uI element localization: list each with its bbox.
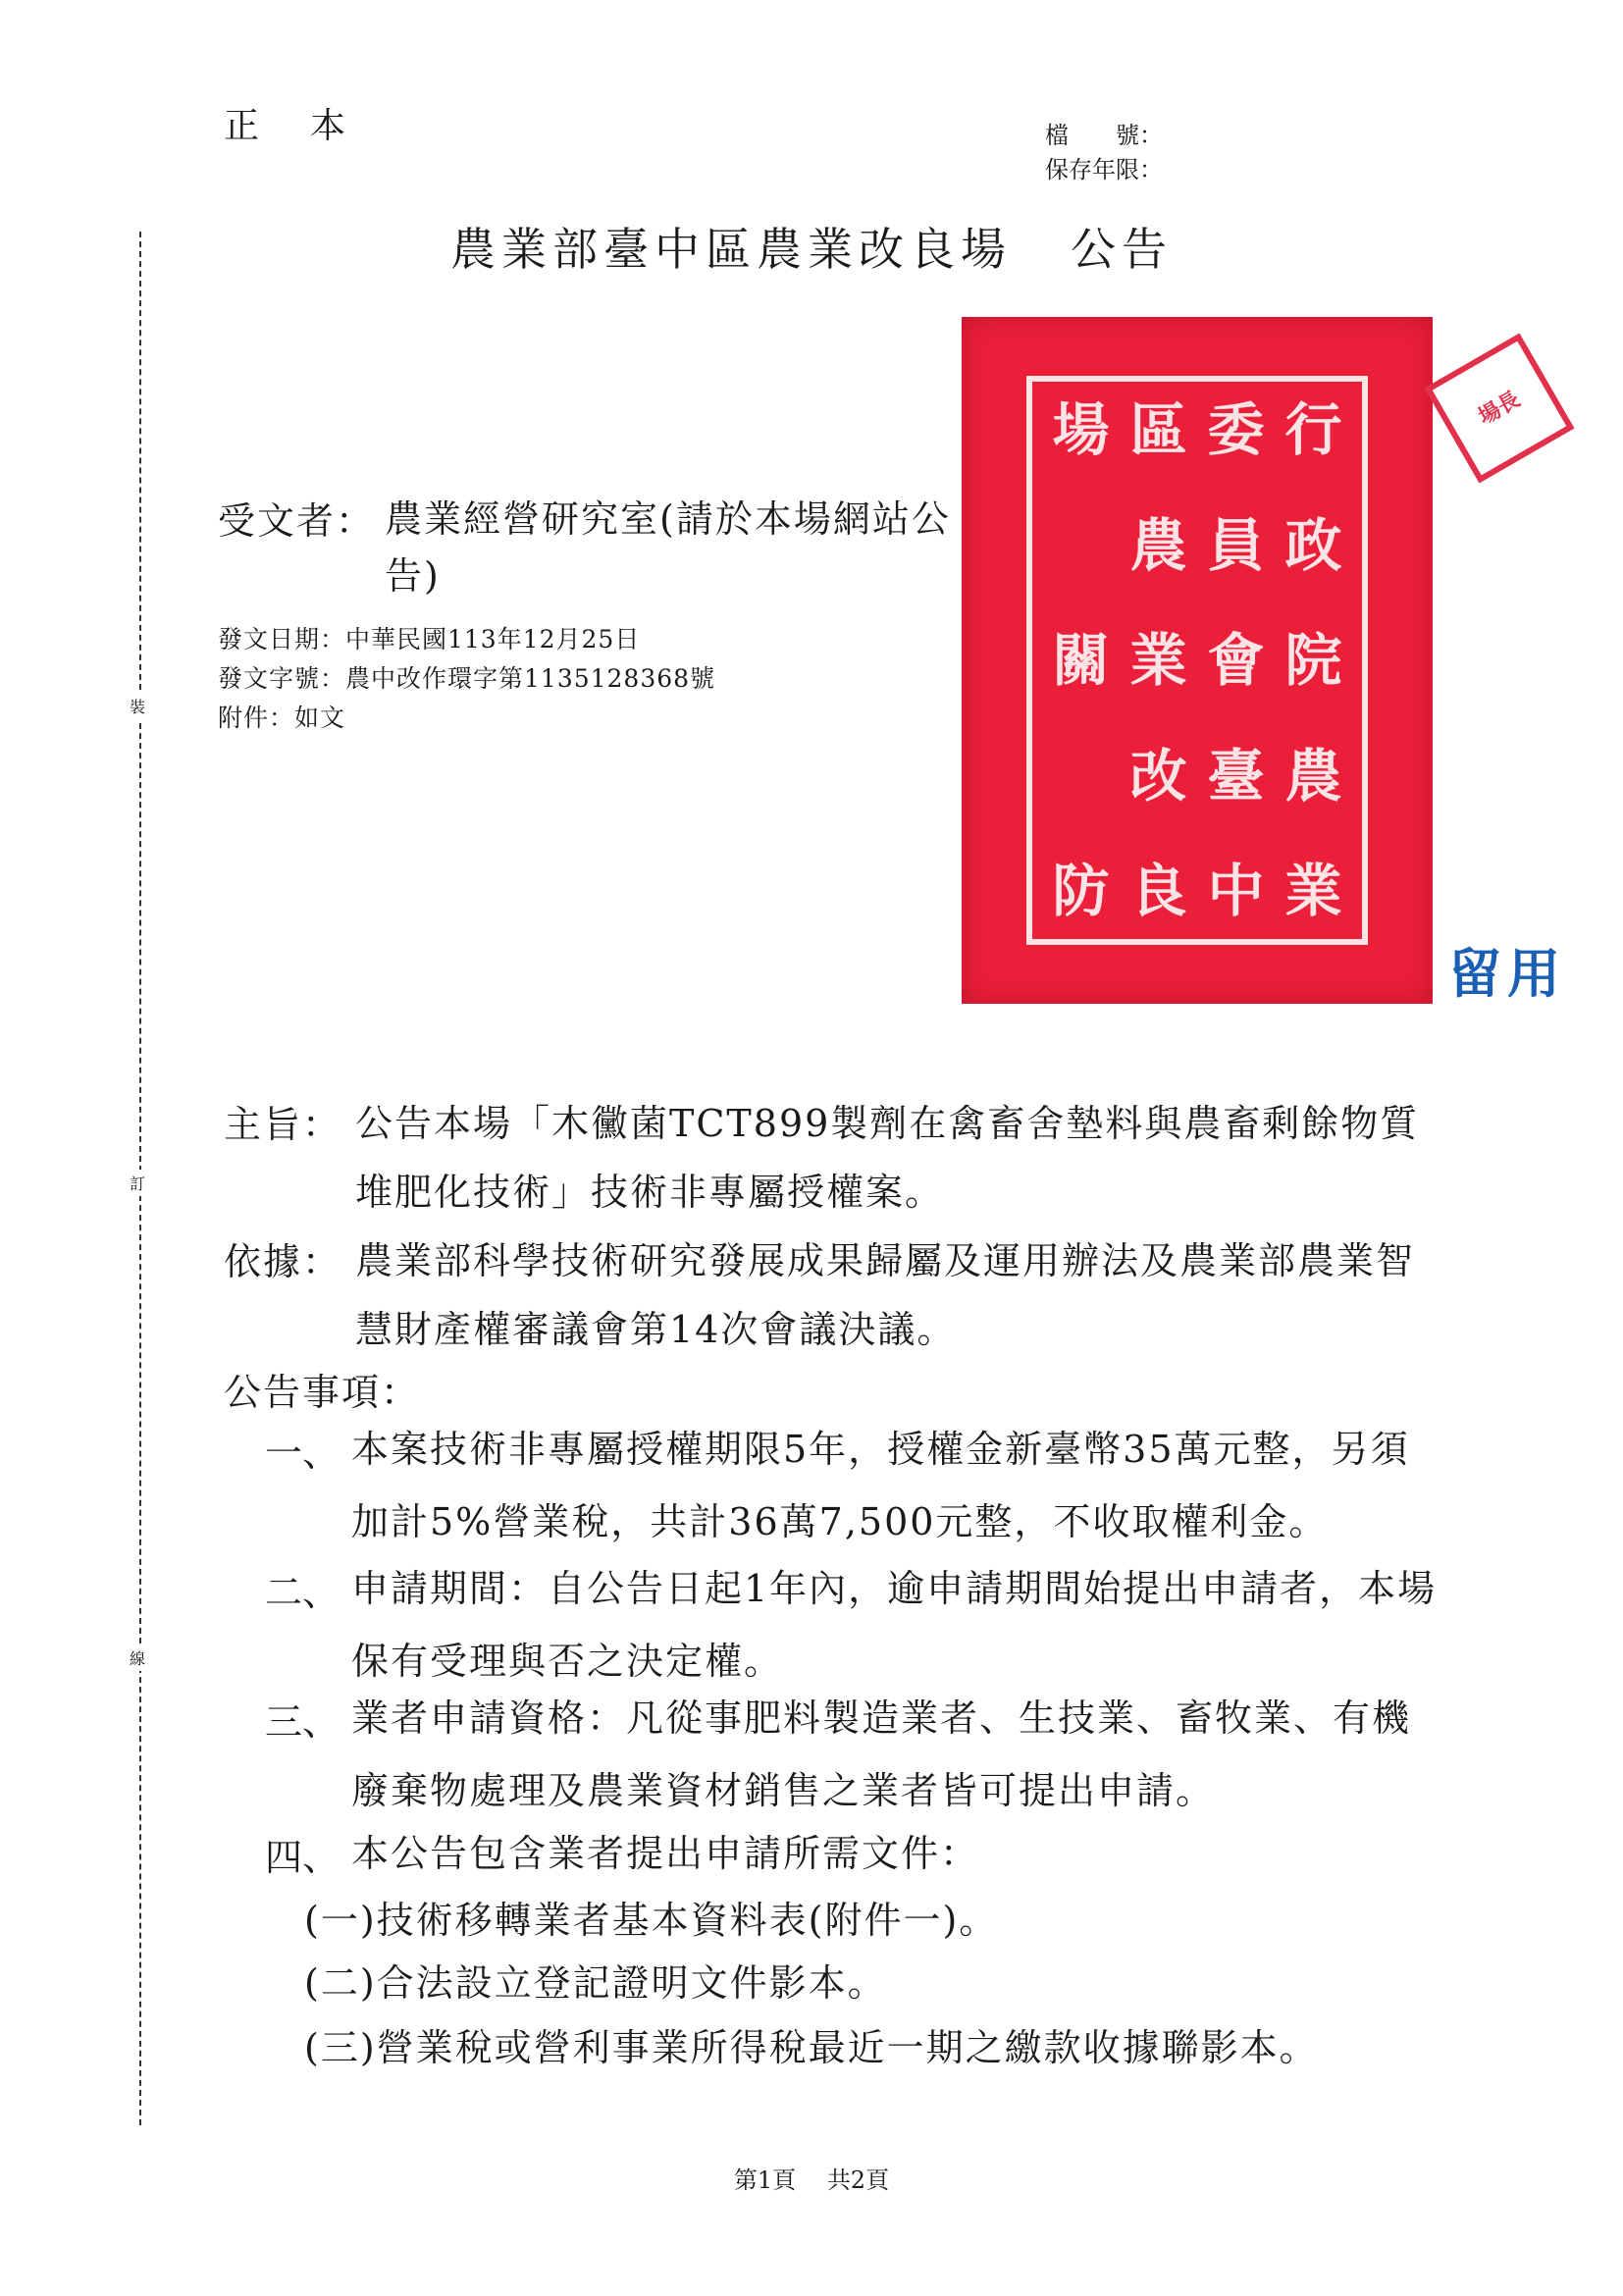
recipient-value: 農業經營研究室(請於本場網站公告): [385, 497, 951, 598]
copy-mark: 正本: [224, 106, 397, 146]
seal-char: 改: [1129, 742, 1187, 809]
seal-char: 中: [1207, 858, 1265, 924]
item-3-text: 業者申請資格：凡從事肥料製造業者、生技業、畜牧業、有機廢棄物處理及農業資材銷售之業者皆可提出申請。: [351, 1696, 1412, 1812]
binding-mark-ding: 訂: [130, 1170, 145, 1196]
subject-label: 主旨：: [224, 1103, 342, 1146]
announcement-items-title: 公告事項：: [224, 1371, 421, 1414]
official-seal: [962, 317, 1433, 1004]
seal-char: 區: [1129, 396, 1187, 463]
seal-char: 院: [1284, 627, 1342, 694]
seal-char: 業: [1284, 858, 1342, 924]
seal-char: 防: [1052, 858, 1110, 924]
item-2-text: 申請期間：自公告日起1年內，逾申請期間始提出申請者，本場保有受理與否之決定權。: [351, 1567, 1438, 1683]
issue-date: 發文日期：中華民國113年12月25日: [218, 625, 641, 653]
director-stamp: 場長: [1425, 334, 1575, 484]
basis-text: 農業部科學技術研究發展成果歸屬及運用辦法及農業部農業智慧財產權審議會第14次會議決議。: [355, 1239, 1416, 1351]
item-4-number: 四、: [265, 1836, 340, 1879]
title-org: 農業部臺中區農業改良場: [450, 223, 1012, 276]
item-1-number: 一、: [265, 1432, 340, 1475]
page-total: 共2頁: [826, 2166, 890, 2194]
file-number-label: 檔 號：: [1045, 122, 1163, 149]
seal-char: 場: [1052, 396, 1110, 463]
seal-char: 委: [1207, 396, 1265, 463]
retention-label: 保存年限：: [1045, 156, 1163, 183]
title-doc-type: 公告: [1071, 223, 1173, 276]
seal-column-1: [1284, 396, 1342, 924]
seal-char: 農: [1129, 511, 1187, 579]
seal-char: 行: [1284, 396, 1342, 463]
required-document-3: (三)營業稅或營利事業所得稅最近一期之繳款收據聯影本。: [304, 2026, 1319, 2069]
seal-text-frame: [1026, 376, 1368, 945]
seal-char: 會: [1207, 627, 1265, 694]
item-2-number: 二、: [265, 1571, 340, 1614]
basis-label: 依據：: [224, 1240, 342, 1283]
required-document-1: (一)技術移轉業者基本資料表(附件一)。: [304, 1899, 999, 1942]
binding-mark-zhuang: 裝: [130, 693, 145, 719]
seal-column-2: [1207, 396, 1265, 924]
binding-mark-xian: 線: [130, 1644, 145, 1671]
item-1-text: 本案技術非專屬授權期限5年，授權金新臺幣35萬元整，另須加計5%營業稅，共計36萬7,500元整，不收取權利金。: [351, 1428, 1410, 1543]
seal-char: 員: [1207, 511, 1265, 579]
recipient-label: 受文者：: [218, 499, 376, 543]
seal-column-3: [1129, 396, 1187, 924]
seal-column-4: [1052, 396, 1110, 924]
seal-char: 農: [1284, 742, 1342, 809]
document-number: 發文字號：農中改作環字第1135128368號: [218, 664, 716, 693]
page-footer: [0, 2161, 1623, 2195]
required-document-2: (二)合法設立登記證明文件影本。: [304, 1961, 887, 2005]
seal-char: 政: [1284, 511, 1342, 579]
seal-char: 業: [1129, 627, 1187, 694]
seal-char: 良: [1129, 858, 1187, 924]
page-title: [0, 214, 1623, 279]
item-4-text: 本公告包含業者提出申請所需文件：: [351, 1832, 980, 1875]
reserve-mark: 留用: [1448, 942, 1566, 1005]
page-number: 第1頁: [733, 2166, 797, 2194]
subject-text: 公告本場「木黴菌TCT899製劑在禽畜舍墊料與農畜剩餘物質堆肥化技術」技術非專屬授權案。: [355, 1102, 1420, 1214]
attachment-note: 附件：如文: [218, 704, 346, 732]
seal-char: 臺: [1207, 742, 1265, 809]
seal-char: 關: [1052, 627, 1110, 694]
item-3-number: 三、: [265, 1700, 340, 1744]
